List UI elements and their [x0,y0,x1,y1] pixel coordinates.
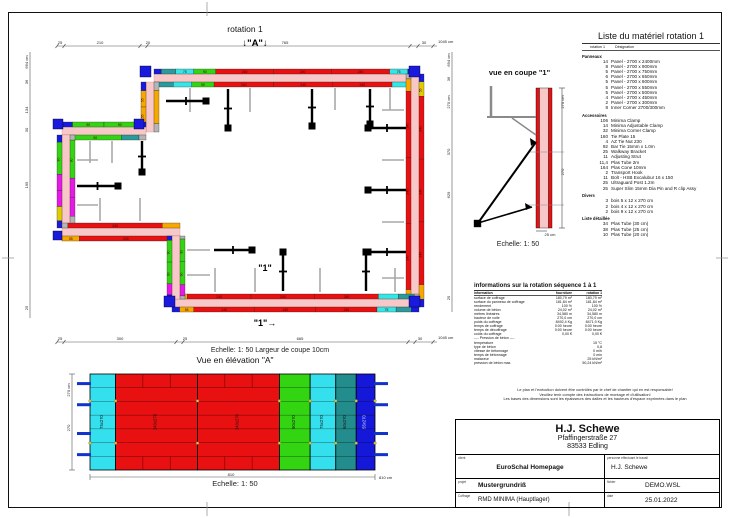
info-cell: volume de béton [474,308,501,313]
svg-text:90x270: 90x270 [290,415,296,429]
material-item-label: bois 9 x 12 x 270 cm [611,208,654,214]
material-item-qty: 10 [602,231,608,237]
svg-text:240x270: 240x270 [152,413,158,431]
svg-text:240: 240 [343,307,350,312]
svg-text:36: 36 [24,79,29,85]
material-item-label: bois 5 x 12 x 270 cm [611,198,654,204]
svg-text:25: 25 [57,336,63,341]
info-cell: rendement [474,304,492,309]
svg-text:210: 210 [96,40,104,45]
material-item-label: Transport Hook [611,170,643,176]
svg-text:30: 30 [421,40,427,45]
svg-text:25: 25 [446,295,451,301]
info-cell: 181,84 m² [585,300,602,305]
worker-cell [605,455,719,478]
elevation-view-title: Vue en élévation "A" [196,355,274,365]
svg-text:664 cm: 664 cm [24,55,29,69]
info-cell: 0,00 € [562,332,572,337]
material-section-header: Panneaux [582,53,602,59]
title-block-client-row [456,455,719,479]
info-cell: 34,580 m [557,312,572,317]
material-item-label: Panel - 2700 x 2400mm [611,58,660,64]
info-cell: 0:00 heure [554,328,572,333]
svg-text:270 cm: 270 cm [446,95,451,109]
material-list [582,31,720,237]
material-item-label: Inner Corner 2700/300mm [611,105,665,111]
rotation-info-table [474,283,602,365]
date-cell [605,493,719,507]
info-cell: 180,79 m² [555,296,572,300]
svg-text:300: 300 [116,336,124,341]
svg-text:60x270: 60x270 [341,415,347,429]
material-item-qty: 8 [605,105,608,111]
info-cell: 8492,4 Kg [555,320,572,325]
plan-view [53,66,424,312]
company-address-street: Pfaffingerstraße 27 [557,435,618,442]
material-item-label: Panel - 2700 x 500mm [611,89,658,95]
material-item-qty: 34 [602,221,608,227]
material-item-qty: 164 [600,164,608,170]
svg-text:270 cm: 270 cm [66,383,71,397]
material-item-qty: 25 [602,149,608,155]
info-cell: 100 % [591,304,602,309]
info-cell [542,361,572,365]
info-cell: 181,84 m² [555,300,572,305]
svg-text:240: 240 [418,126,423,132]
material-item-label: Walkway Bracket [611,149,647,155]
material-list-title: Liste du matériel rotation 1 [582,31,720,44]
svg-text:75x270: 75x270 [98,415,104,429]
material-item-label: Super Slim 15mm Dia Pin and R clip Assy [611,185,697,191]
svg-text:134: 134 [24,106,29,114]
info-cell: poids du coffrage [474,320,502,325]
material-item-label: Ultraguard Post 1.2m [611,180,655,186]
material-item-qty: 4 [605,94,608,100]
svg-text:55: 55 [418,88,423,93]
svg-text:240: 240 [405,255,410,261]
material-item-qty: 2 [605,170,608,176]
svg-text:90: 90 [166,272,171,277]
svg-text:694 cm: 694 cm [446,53,451,67]
material-item-qty: 5 [605,68,608,74]
material-list-subheader-right: Désignation [614,45,634,49]
svg-text:1045 cm: 1045 cm [438,39,454,44]
file-value: DEMO.WSL [645,482,681,489]
material-section-header: Divers [582,193,595,199]
info-cell: 180,79 m² [585,296,602,300]
info-cell: surface du panneau de coffrage [474,300,525,305]
material-item-qty: 106 [600,118,608,124]
material-section-header: Liste détaillée [582,216,610,222]
material-item-label: Panel - 2700 x 450mm [611,94,658,100]
info-col-fourniture: fourniture [555,291,572,295]
info-cell: 25 kN/m² [587,356,602,361]
material-item-qty: 25 [602,180,608,186]
note-line: Le plan et l'exécution doivent être contrôlés par le chef de chantier qui en est responsable! [517,387,673,392]
material-item-qty: 14 [602,58,608,64]
info-cell: hauteur de voile [474,316,500,321]
svg-text:25: 25 [182,336,188,341]
svg-text:240: 240 [282,307,289,312]
svg-text:75x270: 75x270 [318,415,324,429]
svg-text:240: 240 [357,69,364,74]
svg-text:240x270: 240x270 [234,413,240,431]
material-list-subheader-left: rotation 1 [590,45,605,49]
worker-value: H.J. Schewe [611,464,648,471]
svg-text:240: 240 [418,188,423,195]
elevation-marker-a: ↓"A"↓ [242,38,268,49]
material-item-label: AZ Tie Nut 230 [611,138,642,144]
svg-text:270: 270 [560,168,565,176]
svg-text:90: 90 [93,135,98,140]
svg-text:810: 810 [227,472,235,477]
info-cell: mètres linéaires [474,312,500,317]
material-item-label: Minima Corner Clamp [611,128,656,134]
info-cell: 8471,9 Kg [585,320,602,325]
info-cell: 0 min [593,352,602,357]
svg-text:90: 90 [69,158,74,163]
info-cell: type de béton [474,344,496,349]
info-cell: malaxeur [474,356,489,361]
svg-text:90: 90 [86,122,91,127]
formwork-value: RMD MINIMA (Hauptlager) [478,497,550,503]
svg-text:55: 55 [140,114,145,119]
svg-text:55: 55 [140,98,145,103]
info-cell: surface de coffrage [474,296,505,300]
svg-text:90: 90 [166,250,171,255]
info-cell: coûts du coffrage [474,332,502,337]
section-view [474,86,565,237]
client-value: EuroSchal Homepage [496,464,564,471]
material-item [582,232,720,237]
title-block-formwork-row [456,493,719,507]
info-table-title: informations sur la rotation séquence 1 à 1 [474,283,602,291]
project-label: projet [458,480,466,484]
info-cell: 34,580 m [587,312,602,317]
info-cell: 0 m/h [593,348,602,353]
material-item-label: Bar Tie 15mm x 1.0m [611,144,655,150]
info-cell: 0:00 heure [584,328,602,333]
svg-text:240: 240 [216,294,223,299]
material-item-qty: 11,4 [599,159,608,165]
date-label: date [607,494,614,498]
material-item-qty: 160 [600,133,608,139]
info-col-rotation: rotation 1 [586,291,602,295]
svg-text:75: 75 [396,69,401,74]
svg-text:240: 240 [418,251,423,258]
svg-text:240: 240 [405,188,410,195]
material-item-qty: 11 [603,154,608,160]
material-item-label: Adjusting Strut [611,154,641,160]
info-cell: temps de bétonnage [474,352,507,357]
plan-title: rotation 1 [227,24,263,34]
material-list-body [582,54,720,238]
material-item-label: Plas Tube 2m [611,159,640,165]
material-item-qty: 92 [602,144,608,150]
info-cell: 0:00 heure [554,324,572,329]
material-item-label: Panel - 2700 x 550mm [611,84,658,90]
info-cell: 270,0 cm [587,316,602,321]
material-item-label: Tie Plate 15 [611,133,636,139]
info-cell: temps de décoffrage [474,328,507,333]
elevation-scale-caption: Echelle: 1: 50 [212,479,258,488]
svg-text:270: 270 [66,424,71,432]
svg-text:90: 90 [201,82,205,87]
svg-text:240: 240 [359,82,366,87]
svg-text:75: 75 [182,69,187,74]
client-cell [456,455,605,478]
info-cell: 270,0 cm [557,316,572,321]
info-cell: temps de coffrage [474,324,503,329]
svg-text:25: 25 [24,305,29,311]
svg-text:240: 240 [240,82,247,87]
material-item-qty: 8 [605,63,608,69]
file-label: fichier [607,480,616,484]
svg-text:90: 90 [117,122,122,127]
title-block-project-row [456,479,719,493]
info-cell: 100 % [561,304,572,309]
material-item-label: Panel - 2700 x 600mm [611,79,658,85]
material-item-qty: 5 [605,84,608,90]
material-item-label: Panel - 2700 x 650mm [611,74,658,80]
material-item-qty: 6 [605,74,608,80]
material-item-label: Panel - 2700 x 900mm [611,63,658,69]
info-cell: 0,8 [597,344,602,349]
section-marker-1-bottom: "1"→ [253,318,277,328]
svg-text:75: 75 [384,307,389,312]
info-cell: 24,02 m³ [587,308,602,313]
company-address-city: 83533 Edling [567,443,608,450]
info-cell: 24,02 m³ [557,308,572,313]
svg-text:90: 90 [56,157,61,162]
svg-text:810 cm: 810 cm [379,475,393,480]
svg-text:25 cm: 25 cm [544,232,556,237]
svg-text:270 cm: 270 cm [560,95,565,109]
material-item [582,209,720,214]
info-table-body [474,296,602,365]
formwork-label: Coffrage [458,494,471,498]
project-value: Mustergrundriß [478,482,527,489]
date-value: 25.01.2022 [645,497,678,504]
section-marker-1-top: "1" [258,263,272,273]
client-label: client [458,456,466,460]
svg-text:240: 240 [241,69,248,74]
svg-text:55: 55 [68,236,73,241]
material-item-label: Bolt - HSB Excalubur 16 x 150 [611,175,674,181]
material-item-qty: 5 [605,79,608,85]
svg-text:195: 195 [24,181,29,189]
info-cell: 0,00 € [592,332,602,337]
svg-text:240: 240 [123,236,129,241]
material-section-header: Accessoires [582,113,607,119]
note-line: Veuillez tenir compte des instructions de montage et d'utilisation! [539,391,651,397]
svg-text:240: 240 [112,223,118,228]
note-line: Les bases des dimensions sont les épaisseurs des dalles et les hauteurs d'espace exprimées dans le plan [503,396,687,402]
svg-text:90: 90 [179,249,184,254]
svg-text:665: 665 [296,336,304,341]
plan-scale-caption: Echelle: 1: 50 Largeur de coupe 10cm [210,347,330,354]
formwork-cell [456,493,605,507]
svg-text:30: 30 [24,127,29,133]
material-item [582,105,720,110]
material-item-qty: 4 [605,138,608,144]
title-block [455,419,720,508]
svg-text:55: 55 [184,307,189,312]
material-list-subheader [582,44,720,51]
file-cell [605,479,719,492]
material-item [582,186,720,191]
material-item-label: Plas Tube (25 cm) [611,226,649,232]
svg-text:55x270: 55x270 [361,415,367,429]
info-cell: température [474,340,494,345]
material-item-qty: 2 [605,208,608,214]
svg-text:90: 90 [202,69,207,74]
svg-text:25: 25 [57,40,63,45]
svg-text:370: 370 [446,148,451,156]
material-item-label: Minima Adjustable Clamp [611,123,663,129]
info-cell: vitesse de bétonnage [474,348,509,353]
title-block-company-row [456,420,719,455]
info-cell: pression de béton max. [474,360,512,365]
svg-text:1045 cm: 1045 cm [438,335,454,340]
material-item-qty: 2 [605,203,608,209]
worker-label: personne effectuant le travail [607,456,648,460]
svg-text:629: 629 [446,191,451,199]
material-item-label: Plas Tube (30 cm) [611,221,649,227]
svg-text:240: 240 [300,82,306,87]
section-scale-caption: Echelle: 1: 50 [496,241,540,248]
section-view-title: vue en coupe "1" [488,68,551,77]
material-item-qty: 5 [605,89,608,95]
material-item-label: Plas Cone 10mm [611,164,647,170]
material-item-qty: 11 [603,175,608,181]
svg-text:30: 30 [417,336,423,341]
info-cell: 50,24 kN/m² [582,360,602,365]
material-item-qty: 32 [602,128,608,134]
svg-text:240: 240 [343,294,350,299]
svg-text:240: 240 [280,294,286,299]
svg-text:36: 36 [446,76,451,82]
svg-text:240: 240 [221,307,228,312]
material-item-qty: 2 [605,100,608,106]
material-item-qty: 25 [602,185,608,191]
material-item-label: Minima Clamp [611,118,641,124]
svg-text:90: 90 [179,272,184,277]
svg-text:20: 20 [145,40,151,45]
info-row [474,361,602,365]
material-item-qty: 14 [602,123,608,129]
svg-text:240: 240 [299,69,306,74]
info-col-information: information [474,291,493,295]
company-name: H.J. Schewe [555,423,620,435]
info-separator: ---- Pression de béton ---- [474,336,515,341]
material-item-qty: 3 [605,198,608,204]
project-cell [456,479,605,492]
material-item-label: Panel - 2700 x 750mm [611,68,658,74]
material-item-label: Panel - 2700 x 300mm [611,100,658,106]
disclaimer-note [472,388,718,402]
elevation-view [66,374,393,480]
material-item-label: bois 4 x 12 x 270 cm [611,203,654,209]
material-item-qty: 38 [602,226,608,232]
info-cell: 0:00 heure [584,324,602,329]
material-item-label: Plas Tube (20 cm) [611,231,649,237]
svg-text:765: 765 [281,40,289,45]
svg-text:240: 240 [405,122,410,129]
info-cell: 15 °C [592,340,602,345]
